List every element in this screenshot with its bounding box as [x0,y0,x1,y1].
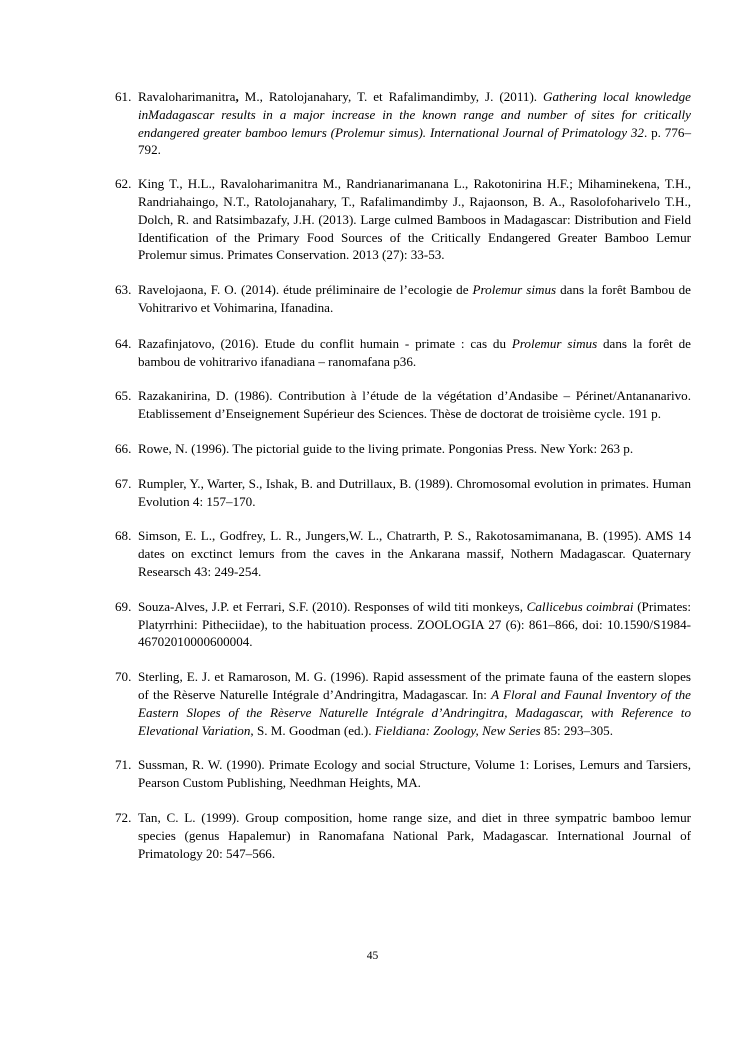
reference-item [115,88,691,159]
reference-segment: Tan, C. L. (1999). Group composition, home range size, and diet in three sympatric bamboo lemur species (genus Hapalemur) in Ranomafana National Park, Madagascar. International Journal of Primatology 20: 547–566. [138,809,691,861]
reference-segment: , [235,89,239,104]
reference-item [115,281,691,317]
reference-segment: King T., H.L., Ravaloharimanitra M., Randrianarimanana L., Rakotonirina H.F.; Mihaminekena, T.H., Randriahaingo, N.T., Ratolojanahary, T., Rafalimandimby J., Rajaonson, B. A., Rasolofoharivelo T.H., Dolch, R. and Ratsimbazafy, J.H. (2013). Large culmed Bamboos in Madagascar: Distribution and Field Identification of the Primary Food Sources of the Critically Endangered Greater Bamboo Lemur Prolemur simus. Primates Conservation. 2013 (27): 33-53. [138,176,691,263]
reference-segment: Ravelojaona, F. O. (2014). étude préliminaire de l’ecologie de [138,282,473,298]
reference-segment: Prolemur simus [472,282,557,298]
reference-text [138,335,691,371]
reference-text [138,175,691,264]
reference-item [115,756,691,792]
reference-segment: Razafinjatovo, (2016). Etude du conflit humain - primate : cas du [138,335,512,351]
reference-number: 66. [115,440,132,456]
reference-number: 64. [115,335,132,351]
reference-text [138,387,691,423]
reference-segment: Sussman, R. W. (1990). Primate Ecology and social Structure, Volume 1: Lorises, Lemurs and Tarsiers, Pearson Custom Publishing, Needhman Heights, MA. [138,757,691,791]
reference-text [138,527,691,580]
reference-number: 68. [115,528,132,544]
reference-segment: Fieldiana: Zoology, New Series [374,722,541,738]
reference-number: 69. [115,598,132,614]
reference-text [138,88,691,159]
reference-segment: dans la forêt de bambou de vohitrarivo ifanadiana – ranomafana p36. [138,335,691,369]
reference-number: 65. [115,388,132,404]
reference-item [115,475,691,511]
page-number: 45 [366,950,379,962]
reference-number: 61. [115,89,132,104]
reference-list [115,88,691,862]
reference-segment: Sterling, E. J. et Ramaroson, M. G. (1996). Rapid assessment of the primate fauna of the eastern slopes of the Rèserve Naturelle Intégrale d’Andringitra, Madagascar. In: [138,669,691,702]
reference-segment: Prolemur simus [511,335,598,351]
reference-segment: (Primates: Platyrrhini: Pitheciidae), to the habituation process. ZOOLOGIA 27 (6): 861–866, doi: 10.1590/S1984-46702010000600004. [138,598,692,650]
reference-number: 63. [115,282,132,298]
reference-text [138,809,691,862]
reference-item [115,598,691,651]
reference-number: 71. [115,757,132,773]
reference-text [138,756,691,792]
reference-segment: Rumpler, Y., Warter, S., Ishak, B. and Dutrillaux, B. (1989). Chromosomal evolution in primates. Human Evolution 4: 157–170. [138,475,691,509]
reference-segment: Razakanirina, D. (1986). Contribution à l’étude de la végétation d’Andasibe – Périnet/Antananarivo. Etablissement d’Enseignement Supérieur des Sciences. Thèse de doctorat de troisième cycle. 191 p. [138,388,691,422]
reference-number: 62. [115,176,132,192]
reference-segment: Souza-Alves, J.P. et Ferrari, S.F. (2010). Responses of wild titi monkeys, [138,598,527,614]
reference-item [115,809,691,862]
reference-item [115,387,691,423]
reference-text [138,475,691,511]
reference-segment: Rowe, N. (1996). The pictorial guide to the living primate. Pongonias Press. New York: 263 p. [138,440,634,456]
reference-number: 67. [115,475,132,491]
reference-text [138,668,691,739]
reference-item [115,175,691,264]
reference-item [115,668,691,739]
reference-item [115,335,691,371]
reference-text [138,281,691,317]
reference-number: 72. [115,809,132,825]
reference-item [115,440,691,458]
reference-segment: , S. M. Goodman (ed.). [250,722,375,738]
reference-segment: M., Ratolojanahary, T. et Rafalimandimby, J. (2011). [238,89,544,104]
reference-segment: dans la forêt Bambou de Vohitrarivo et Vohimarina, Ifanadina. [138,282,691,315]
reference-segment: . p. 776–792. [138,124,691,158]
reference-segment: Callicebus coimbrai [526,598,634,614]
reference-text [138,440,691,458]
reference-segment: Simson, E. L., Godfrey, L. R., Jungers,W. L., Chatrarth, P. S., Rakotosamimanana, B. (1995). AMS 14 dates on exctinct lemurs from the caves in the Ankarana massif, Nothern Madagascar. Quaternary Researsch 43: 249-254. [138,528,691,579]
reference-item [115,527,691,580]
reference-number: 70. [115,669,132,685]
reference-segment: 85: 293–305. [540,722,614,738]
reference-segment: Gathering local knowledge inMadagascar results in a major increase in the known range and number of sites for critically endangered greater bamboo lemurs (Prolemur simus). International Journal of Primatology 32 [138,89,691,140]
reference-text [138,598,691,651]
reference-segment: Ravaloharimanitra [138,89,236,104]
reference-segment: A Floral and Faunal Inventory of the Eastern Slopes of the Rèserve Naturelle Intégrale d’Andringitra, Madagascar, with Reference to Elevational Variation [138,686,691,738]
